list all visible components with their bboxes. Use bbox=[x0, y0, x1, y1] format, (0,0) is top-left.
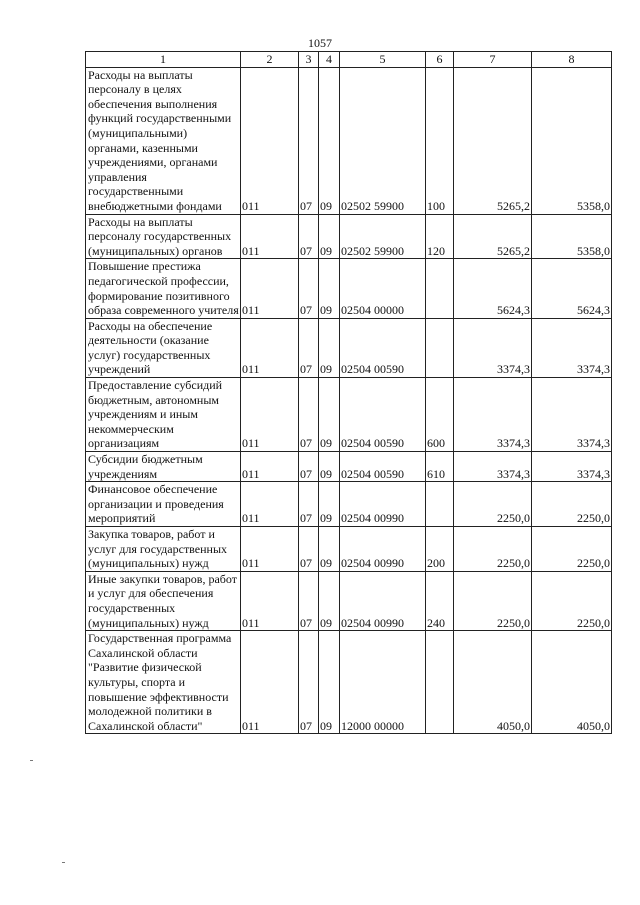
amount-col7: 2250,0 bbox=[454, 527, 532, 572]
row-name: Государственная программа Сахалинской области "Развитие физической культуры, спорта и повышение эффективности молодежной политики в Сахалинской области" bbox=[86, 631, 241, 734]
header-cell: 4 bbox=[319, 52, 340, 68]
table-row bbox=[86, 452, 612, 482]
target-article-code: 02504 00590 bbox=[340, 318, 426, 377]
ministry-code: 011 bbox=[241, 452, 299, 482]
section-code: 07 bbox=[299, 452, 319, 482]
expense-type-code: 610 bbox=[426, 452, 454, 482]
table-row bbox=[86, 318, 612, 377]
section-code: 07 bbox=[299, 527, 319, 572]
amount-col8: 2250,0 bbox=[532, 482, 612, 527]
table-row bbox=[86, 259, 612, 318]
header-cell: 6 bbox=[426, 52, 454, 68]
row-name: Финансовое обеспечение организации и проведения мероприятий bbox=[86, 482, 241, 527]
target-article-code: 02502 59900 bbox=[340, 67, 426, 214]
amount-col8: 2250,0 bbox=[532, 527, 612, 572]
table-row bbox=[86, 67, 612, 214]
amount-col8: 5624,3 bbox=[532, 259, 612, 318]
amount-col8: 3374,3 bbox=[532, 318, 612, 377]
amount-col8: 5358,0 bbox=[532, 67, 612, 214]
table-row bbox=[86, 571, 612, 630]
amount-col7: 3374,3 bbox=[454, 452, 532, 482]
ministry-code: 011 bbox=[241, 67, 299, 214]
amount-col7: 5265,2 bbox=[454, 67, 532, 214]
subsection-code: 09 bbox=[319, 527, 340, 572]
section-code: 07 bbox=[299, 214, 319, 259]
table-row bbox=[86, 214, 612, 259]
target-article-code: 02504 00590 bbox=[340, 452, 426, 482]
target-article-code: 02504 00000 bbox=[340, 259, 426, 318]
expense-type-code: 600 bbox=[426, 378, 454, 452]
target-article-code: 02502 59900 bbox=[340, 214, 426, 259]
amount-col7: 5624,3 bbox=[454, 259, 532, 318]
section-code: 07 bbox=[299, 318, 319, 377]
section-code: 07 bbox=[299, 571, 319, 630]
amount-col7: 2250,0 bbox=[454, 571, 532, 630]
row-name: Повышение престижа педагогической профессии, формирование позитивного образа современного учителя bbox=[86, 259, 241, 318]
header-cell: 2 bbox=[241, 52, 299, 68]
target-article-code: 12000 00000 bbox=[340, 631, 426, 734]
budget-table bbox=[85, 51, 612, 734]
row-name: Субсидии бюджетным учреждениям bbox=[86, 452, 241, 482]
ministry-code: 011 bbox=[241, 378, 299, 452]
row-name: Предоставление субсидий бюджетным, автономным учреждениям и иным некоммерческим организациям bbox=[86, 378, 241, 452]
expense-type-code: 200 bbox=[426, 527, 454, 572]
expense-type-code: 120 bbox=[426, 214, 454, 259]
expense-type-code bbox=[426, 259, 454, 318]
ministry-code: 011 bbox=[241, 482, 299, 527]
section-code: 07 bbox=[299, 378, 319, 452]
subsection-code: 09 bbox=[319, 214, 340, 259]
header-cell: 3 bbox=[299, 52, 319, 68]
row-name: Закупка товаров, работ и услуг для государственных (муниципальных) нужд bbox=[86, 527, 241, 572]
target-article-code: 02504 00590 bbox=[340, 378, 426, 452]
header-cell: 7 bbox=[454, 52, 532, 68]
target-article-code: 02504 00990 bbox=[340, 482, 426, 527]
header-row bbox=[86, 52, 612, 68]
expense-type-code bbox=[426, 318, 454, 377]
ministry-code: 011 bbox=[241, 259, 299, 318]
amount-col7: 5265,2 bbox=[454, 214, 532, 259]
section-code: 07 bbox=[299, 259, 319, 318]
section-code: 07 bbox=[299, 67, 319, 214]
target-article-code: 02504 00990 bbox=[340, 527, 426, 572]
subsection-code: 09 bbox=[319, 259, 340, 318]
amount-col7: 2250,0 bbox=[454, 482, 532, 527]
ministry-code: 011 bbox=[241, 571, 299, 630]
target-article-code: 02504 00990 bbox=[340, 571, 426, 630]
subsection-code: 09 bbox=[319, 318, 340, 377]
amount-col8: 3374,3 bbox=[532, 452, 612, 482]
amount-col7: 3374,3 bbox=[454, 378, 532, 452]
ministry-code: 011 bbox=[241, 527, 299, 572]
ministry-code: 011 bbox=[241, 318, 299, 377]
table-row bbox=[86, 482, 612, 527]
header-cell: 8 bbox=[532, 52, 612, 68]
row-name: Расходы на выплаты персоналу в целях обеспечения выполнения функций государственными (муниципальными) органами, казенными учреждениями, органами управления государственными внебюджетными фондами bbox=[86, 67, 241, 214]
table-row bbox=[86, 527, 612, 572]
amount-col7: 4050,0 bbox=[454, 631, 532, 734]
section-code: 07 bbox=[299, 482, 319, 527]
table-row bbox=[86, 378, 612, 452]
table-row bbox=[86, 631, 612, 734]
header-cell: 5 bbox=[340, 52, 426, 68]
amount-col8: 3374,3 bbox=[532, 378, 612, 452]
margin-mark bbox=[30, 760, 33, 761]
amount-col8: 2250,0 bbox=[532, 571, 612, 630]
expense-type-code: 240 bbox=[426, 571, 454, 630]
subsection-code: 09 bbox=[319, 482, 340, 527]
subsection-code: 09 bbox=[319, 452, 340, 482]
row-name: Иные закупки товаров, работ и услуг для обеспечения государственных (муниципальных) нужд bbox=[86, 571, 241, 630]
row-name: Расходы на обеспечение деятельности (оказание услуг) государственных учреждений bbox=[86, 318, 241, 377]
margin-mark bbox=[62, 862, 65, 863]
subsection-code: 09 bbox=[319, 378, 340, 452]
amount-col8: 4050,0 bbox=[532, 631, 612, 734]
header-cell: 1 bbox=[86, 52, 241, 68]
row-name: Расходы на выплаты персоналу государственных (муниципальных) органов bbox=[86, 214, 241, 259]
expense-type-code: 100 bbox=[426, 67, 454, 214]
subsection-code: 09 bbox=[319, 571, 340, 630]
subsection-code: 09 bbox=[319, 631, 340, 734]
amount-col8: 5358,0 bbox=[532, 214, 612, 259]
expense-type-code bbox=[426, 631, 454, 734]
amount-col7: 3374,3 bbox=[454, 318, 532, 377]
section-code: 07 bbox=[299, 631, 319, 734]
expense-type-code bbox=[426, 482, 454, 527]
ministry-code: 011 bbox=[241, 631, 299, 734]
subsection-code: 09 bbox=[319, 67, 340, 214]
page-number: 1057 bbox=[308, 36, 332, 50]
ministry-code: 011 bbox=[241, 214, 299, 259]
